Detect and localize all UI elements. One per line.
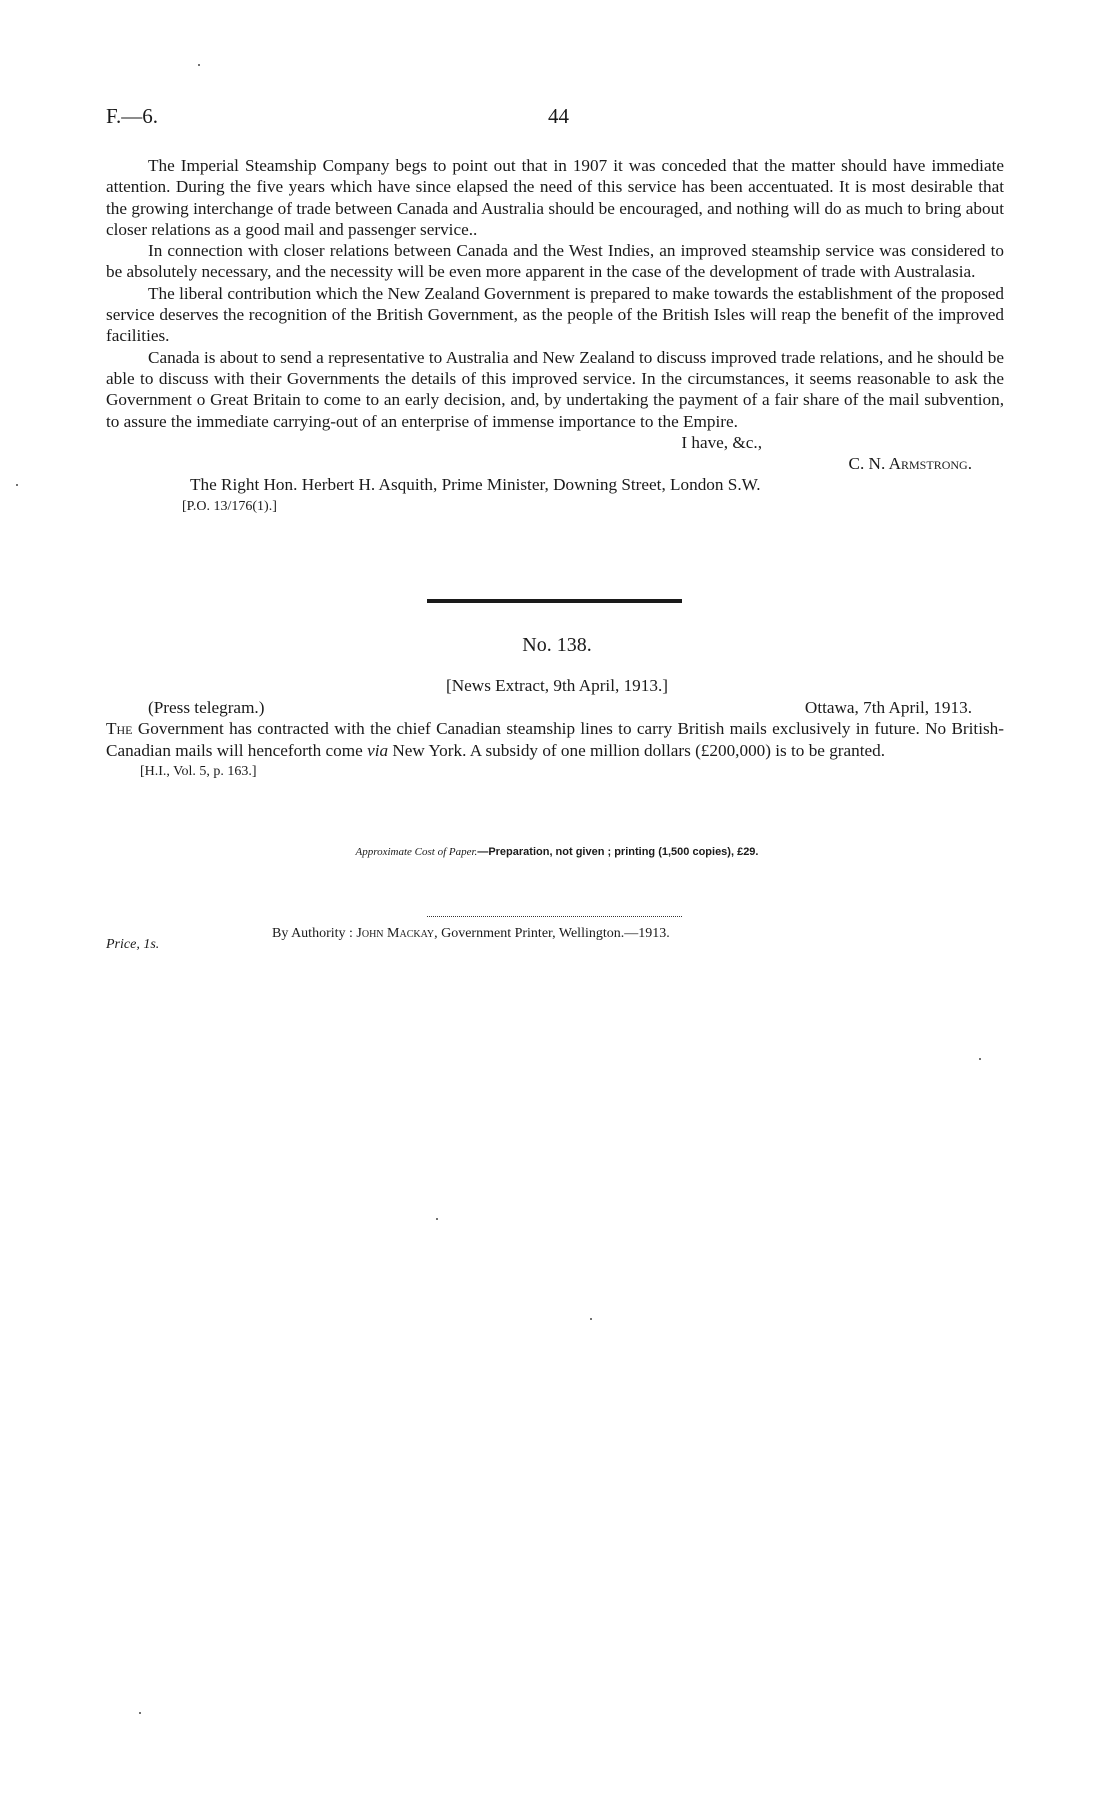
letter-file-reference: [P.O. 13/176(1).] [182, 498, 277, 514]
telegram-file-reference: [H.I., Vol. 5, p. 163.] [140, 763, 257, 779]
scan-speck [16, 484, 18, 486]
paragraph: The liberal contribution which the New Zealand Government is prepared to make towards the establishment of the proposed service deserves the recognition of the British Government, as the people of the British Isles will reap the benefit of the improved facilities. [106, 283, 1004, 346]
letter-signature: C. N. Armstrong. [848, 454, 972, 474]
cost-text: —Preparation, not given ; printing (1,500 copies), £29. [477, 846, 759, 858]
authority-line [272, 926, 670, 942]
paragraph: Canada is about to send a representative to Australia and New Zealand to discuss improved trade relations, and he should be able to discuss with their Governments the details of this improved service. In the circumstances, it seems reasonable to ask the Government o Great Britain to come to an early decision, and, by undertaking the payment of a fair share of the mail subvention, to assure the immediate carrying-out of an enterprise of immense importance to the Empire. [106, 347, 1004, 431]
telegram-place-date: Ottawa, 7th April, 1913. [804, 698, 972, 717]
item-source: [News Extract, 9th April, 1913.] [446, 676, 668, 695]
price-line: Price, 1s. [106, 937, 160, 952]
letter-body [106, 155, 1004, 517]
authority-suffix: , Government Printer, Wellington.—1913. [434, 926, 670, 941]
telegram-label: (Press telegram.) [148, 698, 265, 717]
telegram-text [106, 718, 1004, 761]
printer-name: John Mackay [356, 926, 435, 941]
authority-prefix: By Authority : [272, 926, 357, 941]
telegram-text-part: Government has contracted with the chief Canadian steamship lines to carry British mails exclusively in future. No British-Canadian mails will henceforth come [106, 719, 1004, 760]
scan-speck [139, 1712, 141, 1714]
document-reference: F.—6. [106, 104, 158, 128]
item-heading: No. 138. [522, 634, 592, 656]
footer-divider [427, 916, 682, 917]
telegram-lead-word: The [106, 719, 133, 739]
scan-speck [198, 64, 200, 66]
telegram-text-part: New York. A subsidy of one million dollars (£200,000) is to be granted. [388, 740, 886, 760]
telegram-via: via [367, 740, 389, 760]
telegram-block [106, 697, 1004, 782]
cost-of-paper-line [0, 846, 1114, 858]
section-divider [427, 599, 682, 603]
letter-closing: I have, &c., [681, 432, 762, 452]
paragraph: In connection with closer relations between Canada and the West Indies, an improved steamship service was considered to be absolutely necessary, and the necessity will be even more apparent in the case of the development of trade with Australasia. [106, 241, 1004, 282]
cost-label: Approximate Cost of Paper. [355, 846, 478, 858]
page-number: 44 [548, 104, 569, 128]
scan-speck [979, 1058, 981, 1060]
paragraph: The Imperial Steamship Company begs to point out that in 1907 it was conceded that the matter should have immediate attention. During the five years which have since elapsed the need of this service has been accentuated. It is most desirable that the growing interchange of trade between Canada and Australia should be encouraged, and nothing will do as much to bring about closer relations as a good mail and passenger service.. [106, 156, 1004, 239]
scan-speck [436, 1218, 438, 1220]
scan-speck [590, 1318, 592, 1320]
telegram-header [106, 697, 1004, 718]
letter-addressee: The Right Hon. Herbert H. Asquith, Prime Minister, Downing Street, London S.W. [190, 475, 761, 495]
